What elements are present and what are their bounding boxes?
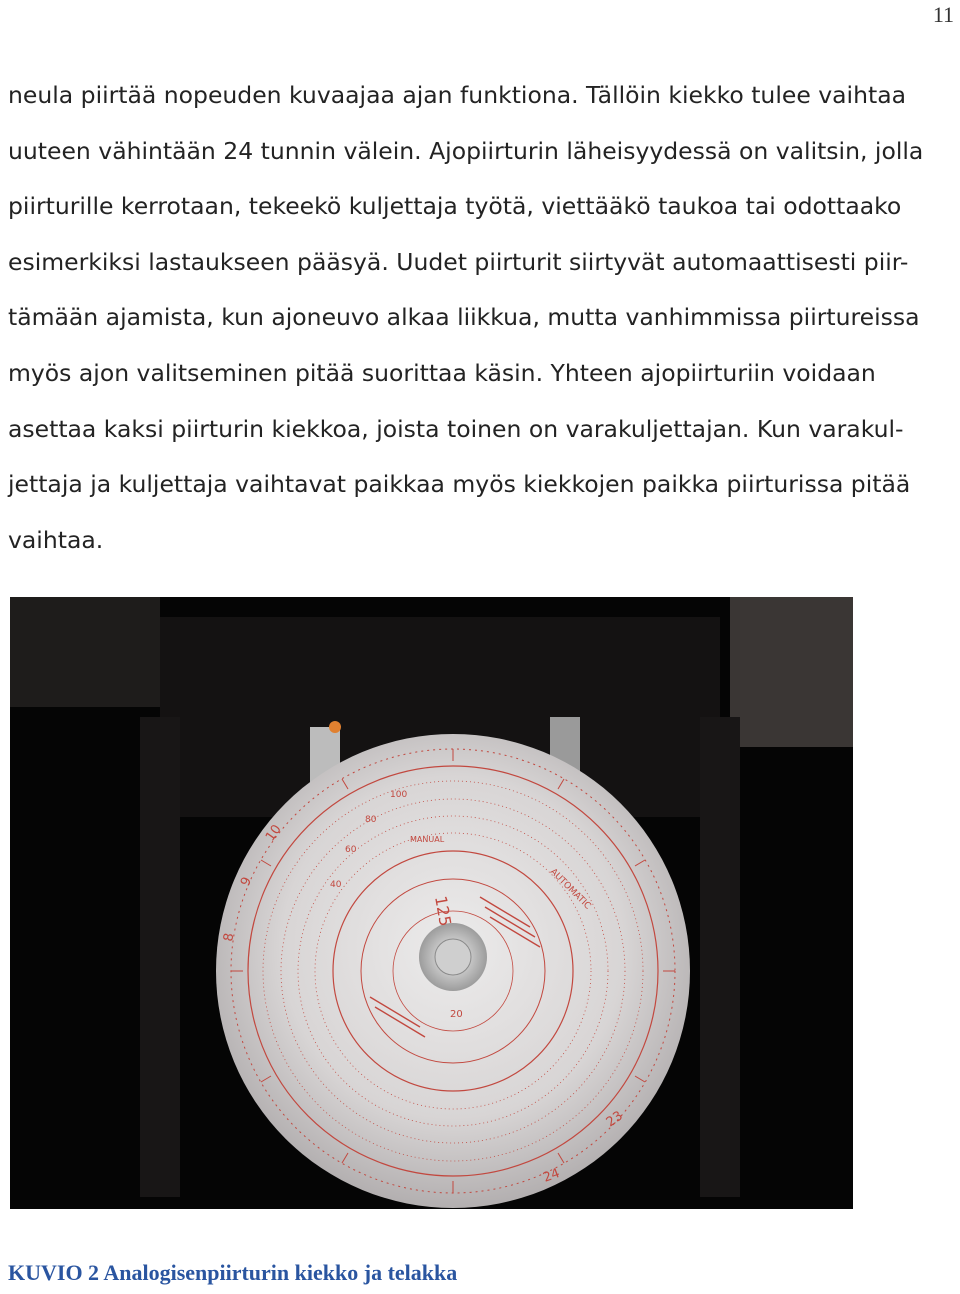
- body-line: piirturille kerrotaan, tekeekö kuljettaja työtä, viettääkö taukoa tai odottaako: [8, 192, 902, 221]
- disc-label-manual: MANUAL: [410, 835, 445, 844]
- disc-label-125: 125: [431, 894, 456, 928]
- body-line: uuteen vähintään 24 tunnin välein. Ajopiirturin läheisyydessä on valitsin, jolla: [8, 136, 924, 165]
- disc-label-60: 60: [345, 845, 357, 855]
- rail-right: [700, 717, 740, 1197]
- rail-left: [140, 717, 180, 1197]
- housing-panel-left: [10, 597, 160, 707]
- indicator-light: [329, 721, 341, 733]
- body-line: tämään ajamista, kun ajoneuvo alkaa liikkua, mutta vanhimmissa piirtureissa: [8, 303, 920, 332]
- disc-label-automatic: AUTOMATIC: [547, 867, 593, 912]
- hub-center: [435, 939, 471, 975]
- disc-label-80: 80: [365, 815, 377, 825]
- disc-label-9: 9: [238, 874, 256, 889]
- tachograph-photo: [10, 597, 853, 1209]
- body-line: asettaa kaksi piirturin kiekkoa, joista toinen on varakuljettajan. Kun varakul-: [8, 414, 904, 443]
- body-paragraph: [8, 68, 954, 568]
- disc-label-20: 20: [450, 1009, 463, 1020]
- tachograph-illustration: [10, 597, 853, 1209]
- disc-label-24: 24: [541, 1166, 562, 1186]
- figure-caption: KUVIO 2 Analogisenpiirturin kiekko ja telakka: [8, 1260, 458, 1285]
- disc-label-40: 40: [330, 880, 342, 890]
- disc-label-10: 10: [262, 822, 285, 845]
- body-line: myös ajon valitseminen pitää suorittaa käsin. Yhteen ajopiirturiin voidaan: [8, 358, 876, 387]
- body-line: esimerkiksi lastaukseen pääsyä. Uudet piirturit siirtyvät automaattisesti piir-: [8, 247, 909, 276]
- body-line: neula piirtää nopeuden kuvaajaa ajan funktiona. Tällöin kiekko tulee vaihtaa: [8, 81, 906, 109]
- disc-label-23: 23: [603, 1108, 626, 1131]
- disc-label-8: 8: [221, 931, 238, 943]
- housing-panel-right: [730, 597, 853, 747]
- page-number: 11: [932, 2, 954, 27]
- disc-label-100: 100: [390, 790, 408, 800]
- body-line: jettaja ja kuljettaja vaihtavat paikkaa myös kiekkojen paikka piirturissa pitää: [8, 470, 911, 499]
- body-line: vaihtaa.: [8, 525, 104, 554]
